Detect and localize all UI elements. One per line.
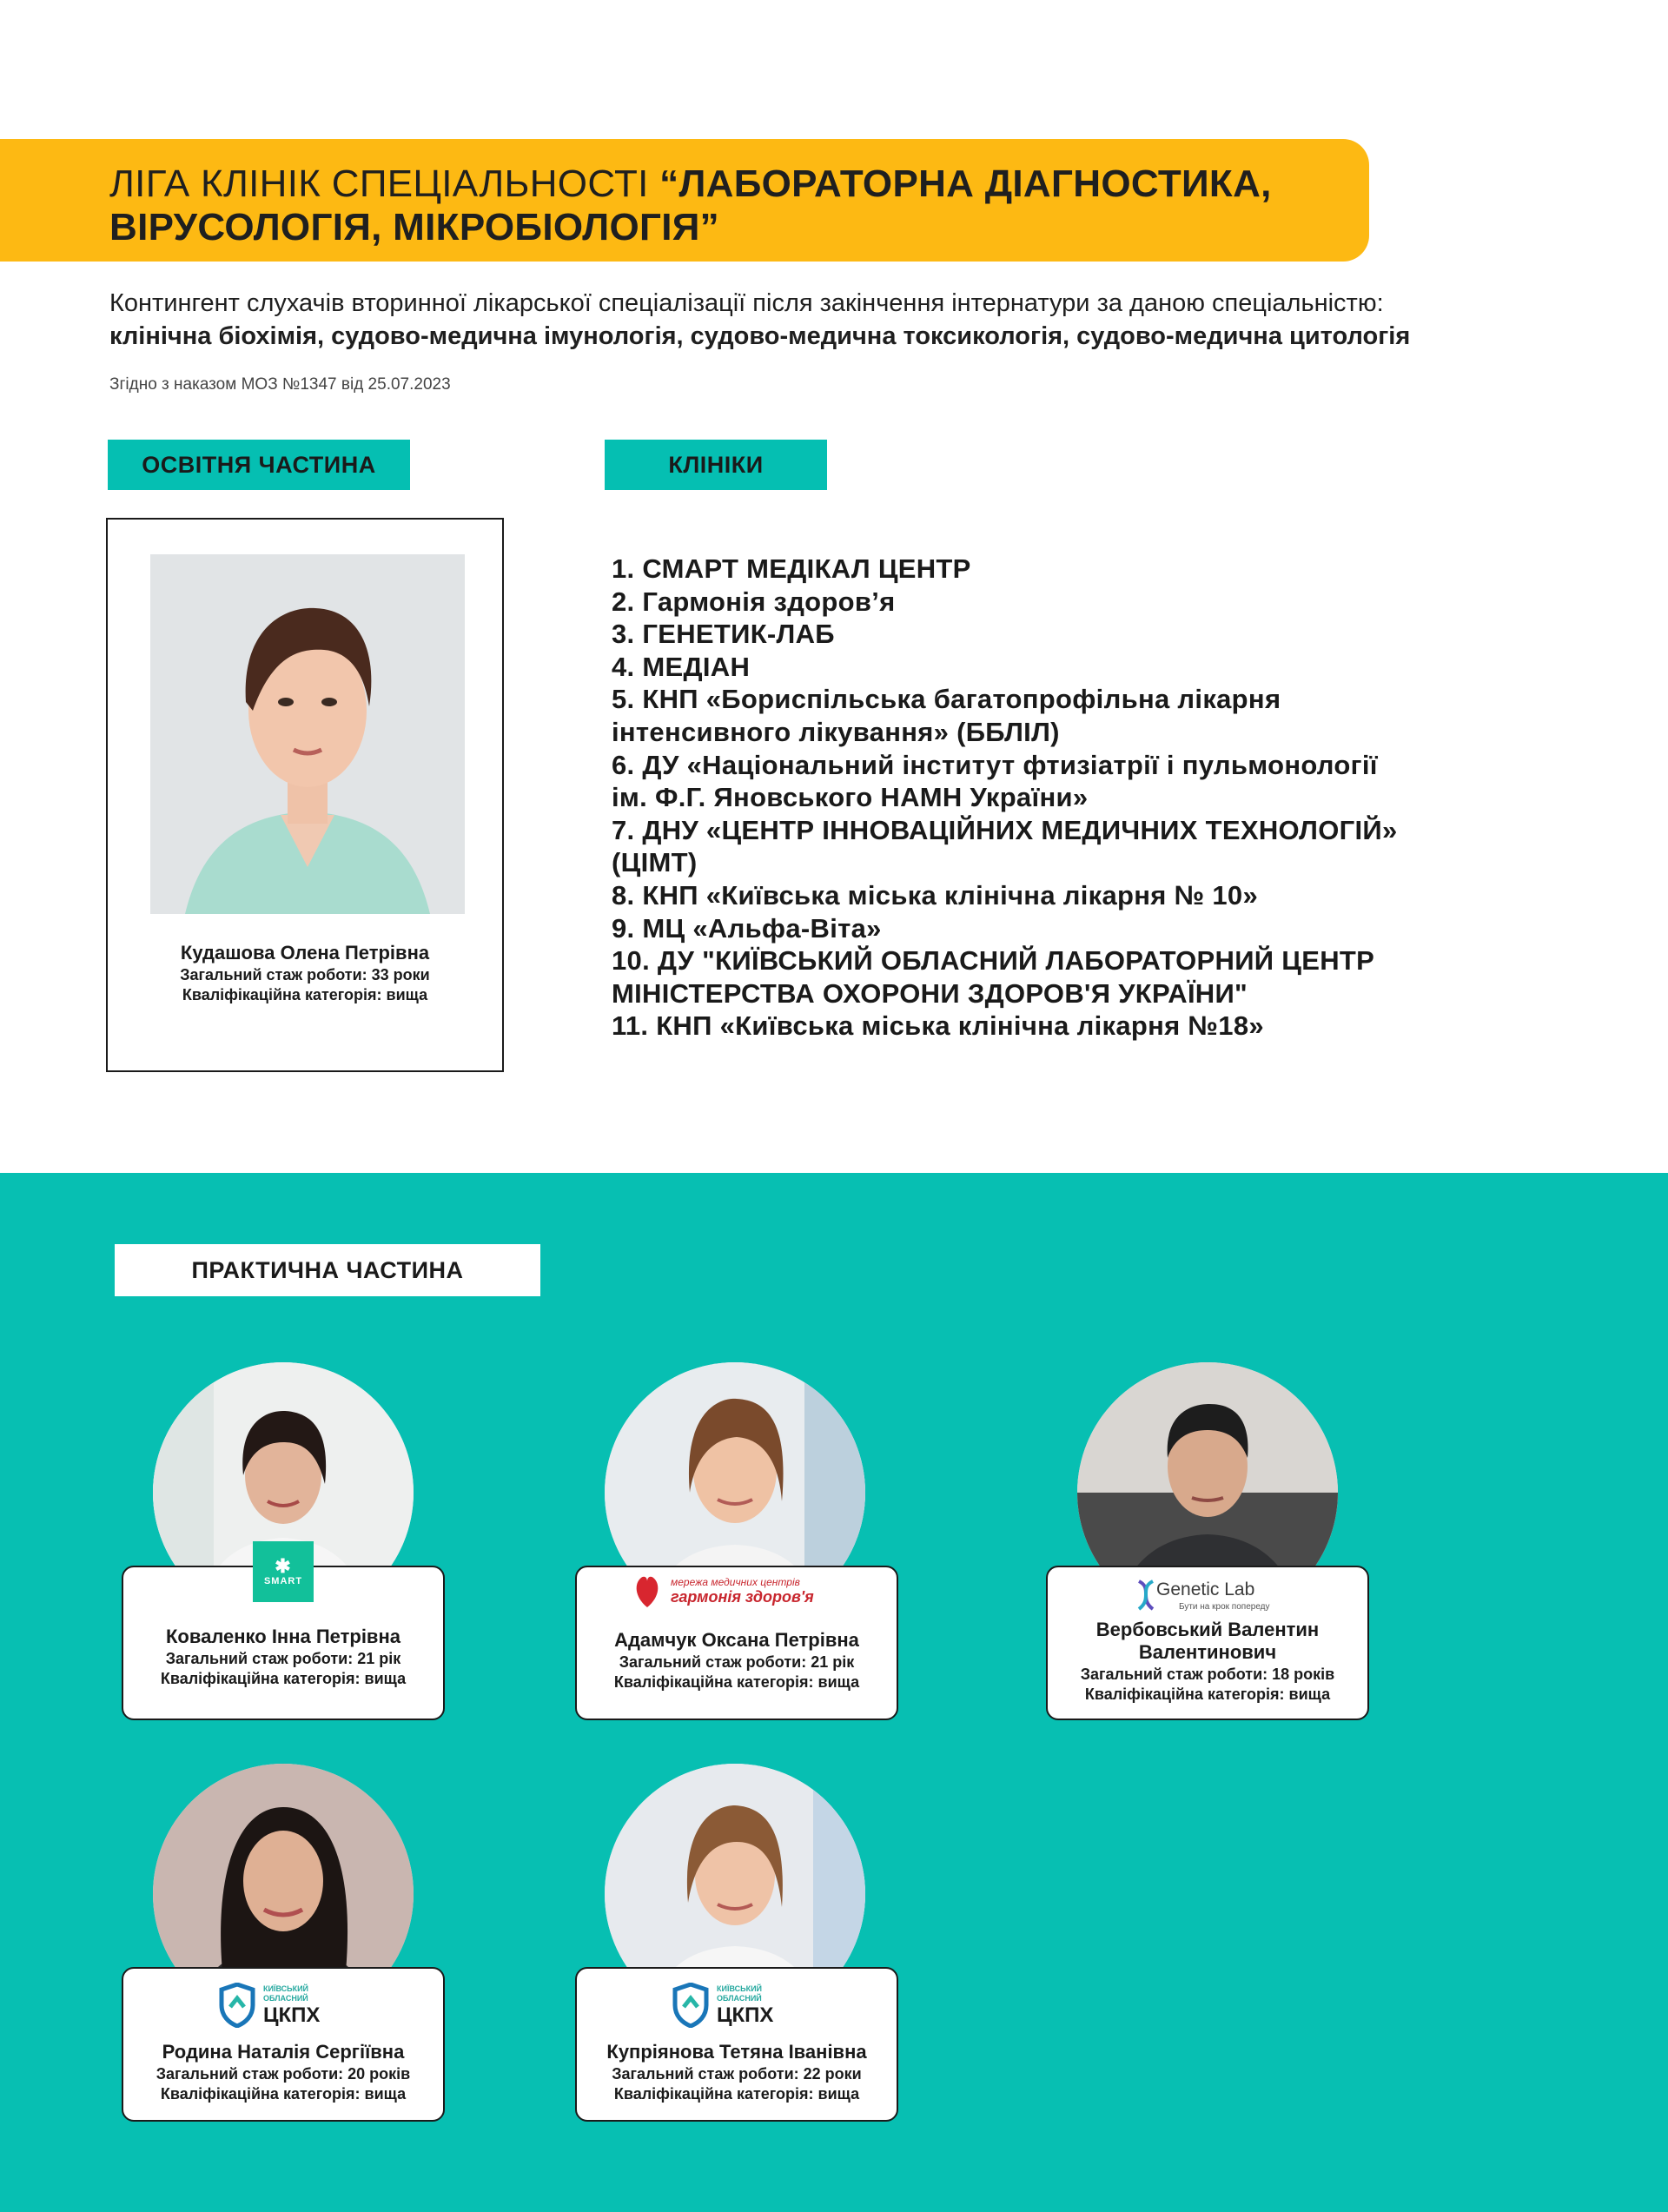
ckpx-small-2: ОБЛАСНИЙ xyxy=(263,1994,308,2003)
clinics-tag: КЛІНІКИ xyxy=(605,440,827,490)
genetic-lab-logo xyxy=(1134,1580,1281,1614)
clinic-item: 1. СМАРТ МЕДІКАЛ ЦЕНТР xyxy=(612,553,971,584)
smart-logo-icon: ✱ xyxy=(275,1555,292,1577)
person-experience: Загальний стаж роботи: 21 рік xyxy=(619,1653,855,1671)
education-person-experience: Загальний стаж роботи: 33 роки xyxy=(180,966,430,983)
ckpx-small-2: ОБЛАСНИЙ xyxy=(717,1994,762,2003)
practical-card xyxy=(1046,1566,1369,1720)
person-name: Родина Наталія Сергіївна xyxy=(162,2041,405,2063)
clinic-item: 3. ГЕНЕТИК-ЛАБ xyxy=(612,619,835,650)
ckpx-small-1: КИЇВСЬКИЙ xyxy=(717,1984,763,1993)
ckpx-logo xyxy=(218,1983,348,2031)
practical-card xyxy=(122,1555,445,1720)
education-card xyxy=(106,518,504,1072)
page-title xyxy=(109,162,1369,249)
practical-card xyxy=(575,1967,898,2122)
clinic-item: 2. Гармонія здоров’я xyxy=(612,586,896,617)
clinics-list xyxy=(612,553,1532,1043)
clinic-item: 8. КНП «Київська міська клінічна лікарня № 10» xyxy=(612,879,1258,911)
clinic-item: 7. ДНУ «ЦЕНТР ІННОВАЦІЙНИХ МЕДИЧНИХ ТЕХНОЛОГІЙ» xyxy=(612,814,1398,845)
practical-card xyxy=(122,1967,445,2122)
garmonia-logo-main: гармонія здоров'я xyxy=(671,1588,814,1606)
smart-logo xyxy=(253,1541,314,1602)
contingent-intro: Контингент слухачів вторинної лікарської спеціалізації після закінчення інтернатури за даною спеціальністю: xyxy=(109,289,1384,317)
contingent-text xyxy=(109,287,1638,353)
clinic-item: 11. КНП «Київська міська клінічна лікарня №18» xyxy=(612,1010,1264,1042)
person-name: Адамчук Оксана Петрівна xyxy=(614,1629,859,1651)
clinic-item: 10. ДУ "КИЇВСЬКИЙ ОБЛАСНИЙ ЛАБОРАТОРНИЙ ЦЕНТР xyxy=(612,945,1375,977)
smart-logo-text: SMART xyxy=(263,1576,303,1586)
clinic-item: 9. МЦ «Альфа-Віта» xyxy=(612,912,882,944)
clinic-item: інтенсивного лікування» (ББЛІЛ) xyxy=(612,716,1060,747)
person-experience: Загальний стаж роботи: 21 рік xyxy=(165,1650,401,1667)
ckpx-logo xyxy=(672,1983,802,2031)
genetic-lab-name: Genetic Lab xyxy=(1156,1580,1255,1599)
garmonia-logo-small: мережа медичних центрів xyxy=(671,1576,800,1588)
person-photo-illustration xyxy=(150,554,465,914)
clinic-item: 5. КНП «Бориспільська багатопрофільна лікарня xyxy=(612,684,1281,715)
person-category: Кваліфікаційна категорія: вища xyxy=(160,2085,407,2103)
education-person-category: Кваліфікаційна категорія: вища xyxy=(182,986,428,1003)
person-experience: Загальний стаж роботи: 22 роки xyxy=(612,2065,862,2083)
contingent-specialties: клінічна біохімія, судово-медична імунологія, судово-медична токсикологія, судово-медична цитологія xyxy=(109,322,1411,350)
person-category: Кваліфікаційна категорія: вища xyxy=(613,1673,860,1691)
person-category: Кваліфікаційна категорія: вища xyxy=(1084,1685,1331,1703)
genetic-lab-slogan: Бути на крок попереду xyxy=(1179,1602,1270,1612)
person-category: Кваліфікаційна категорія: вища xyxy=(613,2085,860,2103)
clinic-item: МІНІСТЕРСТВА ОХОРОНИ ЗДОРОВ'Я УКРАЇНИ" xyxy=(612,977,1248,1009)
person-experience: Загальний стаж роботи: 20 років xyxy=(156,2065,411,2083)
header-banner xyxy=(0,139,1369,262)
person-category: Кваліфікаційна категорія: вища xyxy=(160,1670,407,1687)
order-note: Згідно з наказом МОЗ №1347 від 25.07.2023 xyxy=(109,375,451,394)
person-name-line-1: Вербовський Валентин xyxy=(1095,1619,1320,1640)
clinic-item: 4. МЕДІАН xyxy=(612,651,751,682)
education-person-name: Кудашова Олена Петрівна xyxy=(180,942,430,964)
clinic-item: (ЦІМТ) xyxy=(612,847,698,878)
person-name-line-2: Валентинович xyxy=(1138,1641,1277,1663)
shield-icon xyxy=(672,1983,710,2028)
title-bold-2: ВІРУСОЛОГІЯ, МІКРОБІОЛОГІЯ” xyxy=(109,206,719,248)
person-photo xyxy=(150,554,465,914)
heart-drop-icon xyxy=(632,1574,662,1609)
clinic-item: ім. Ф.Г. Яновського НАМН України» xyxy=(612,782,1089,813)
title-bold-1: “ЛАБОРАТОРНА ДІАГНОСТИКА, xyxy=(659,162,1272,205)
dna-icon xyxy=(1134,1580,1158,1613)
shield-icon xyxy=(218,1983,256,2028)
person-experience: Загальний стаж роботи: 18 років xyxy=(1080,1666,1335,1683)
ckpx-main: ЦКПХ xyxy=(263,2003,321,2027)
ckpx-main: ЦКПХ xyxy=(717,2003,774,2027)
education-tag: ОСВІТНЯ ЧАСТИНА xyxy=(108,440,410,490)
practical-tag: ПРАКТИЧНА ЧАСТИНА xyxy=(115,1244,540,1296)
garmonia-logo xyxy=(632,1574,841,1611)
title-light: ЛІГА КЛІНІК СПЕЦІАЛЬНОСТІ xyxy=(109,162,660,205)
person-name: Купріянова Тетяна Іванівна xyxy=(606,2041,867,2063)
person-name: Коваленко Інна Петрівна xyxy=(166,1626,400,1647)
clinic-item: 6. ДУ «Національний інститут фтизіатрії і пульмонології xyxy=(612,749,1378,780)
practical-card xyxy=(575,1566,898,1720)
ckpx-small-1: КИЇВСЬКИЙ xyxy=(263,1984,309,1993)
